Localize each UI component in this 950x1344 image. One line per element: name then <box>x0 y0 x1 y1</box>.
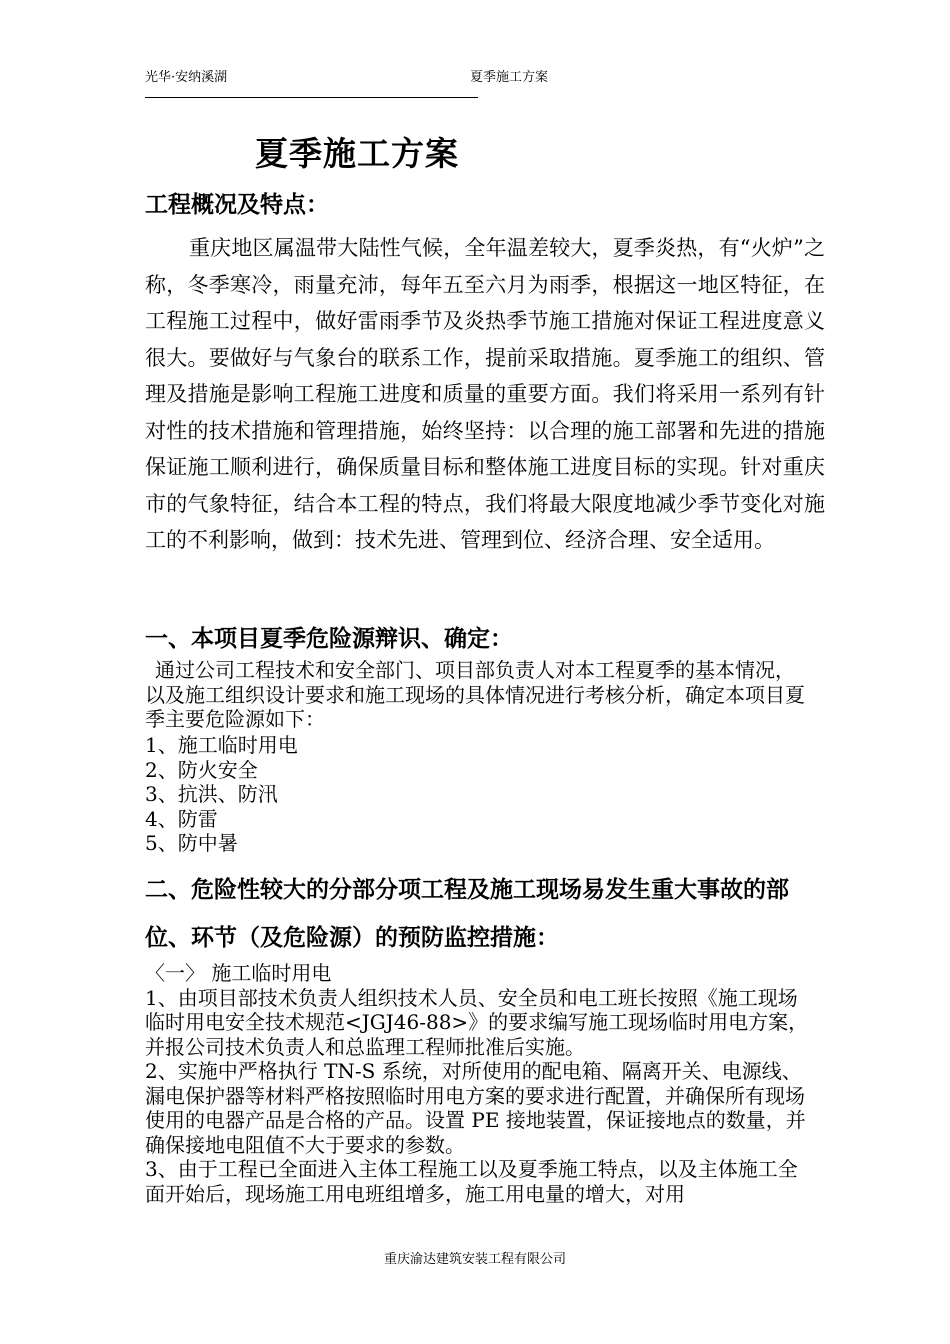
header-divider <box>145 97 478 98</box>
section2-body <box>145 961 810 1206</box>
list-item: 1、施工临时用电 <box>145 733 298 757</box>
list-item: 3、抗洪、防汛 <box>145 782 278 806</box>
list-item: 4、防雷 <box>145 806 218 831</box>
section2-subheading: 〈一〉 施工临时用电 <box>145 961 332 985</box>
list-item: 5、防中暑 <box>145 831 238 855</box>
overview-heading: 工程概况及特点： <box>145 191 329 218</box>
header-doc-title: 夏季施工方案 <box>470 70 549 85</box>
list-item: 2、防火安全 <box>145 757 258 782</box>
section2-paragraph: 2、实施中严格执行 TN-S 系统，对所使用的配电箱、隔离开关、电源线、漏电保护器等材料严格按照临时用电方案的要求进行配置，并确保所有现场使用的电器产品是合格的产品。设置 PE 接地装置，保证接地点的数量，并确保接地电阻值不大于要求的参数。 <box>145 1059 806 1157</box>
header-project-name: 光华·安纳溪湖 <box>145 70 228 85</box>
section2-paragraph: 3、由于工程已全面进入主体工程施工以及夏季施工特点，以及主体施工全面开始后，现场施工用电班组增多，施工用电量的增大，对用 <box>145 1157 798 1206</box>
hazard-list <box>145 733 298 856</box>
section2-heading: 二、危险性较大的分部分项工程及施工现场易发生重大事故的部位、环节（及危险源）的预防监控措施： <box>145 876 789 951</box>
section1-intro: 通过公司工程技术和安全部门、项目部负责人对本工程夏季的基本情况，以及施工组织设计要求和施工现场的具体情况进行考核分析，确定本项目夏季主要危险源如下： <box>145 658 805 731</box>
section1-heading: 一、本项目夏季危险源辩识、确定： <box>145 625 513 652</box>
page-footer: 重庆渝达建筑安装工程有限公司 <box>383 1252 566 1267</box>
section2-paragraph: 1、由项目部技术负责人组织技术人员、安全员和电工班长按照《施工现场临时用电安全技术规范<JGJ46-88>》的要求编写施工现场临时用电方案，并报公司技术负责人和总监理工程师批准后实施。 <box>145 985 809 1059</box>
overview-paragraph: 重庆地区属温带大陆性气候，全年温差较大，夏季炎热，有“火炉”之称，冬季寒冷，雨量充沛，每年五至六月为雨季，根据这一地区特征，在工程施工过程中，做好雷雨季节及炎热季节施工措施对保证工程进度意义很大。要做好与气象台的联系工作，提前采取措施。夏季施工的组织、管理及措施是影响工程施工进度和质量的重要方面。我们将采用一系列有针对性的技术措施和管理措施，始终坚持：以合理的施工部署和先进的措施保证施工顺利进行，确保质量目标和整体施工进度目标的实现。针对重庆市的气象特征，结合本工程的特点，我们将最大限度地减少季节变化对施工的不利影响，做到：技术先进、管理到位、经济合理、安全适用。 <box>145 236 825 552</box>
document-title: 夏季施工方案 <box>255 134 459 173</box>
